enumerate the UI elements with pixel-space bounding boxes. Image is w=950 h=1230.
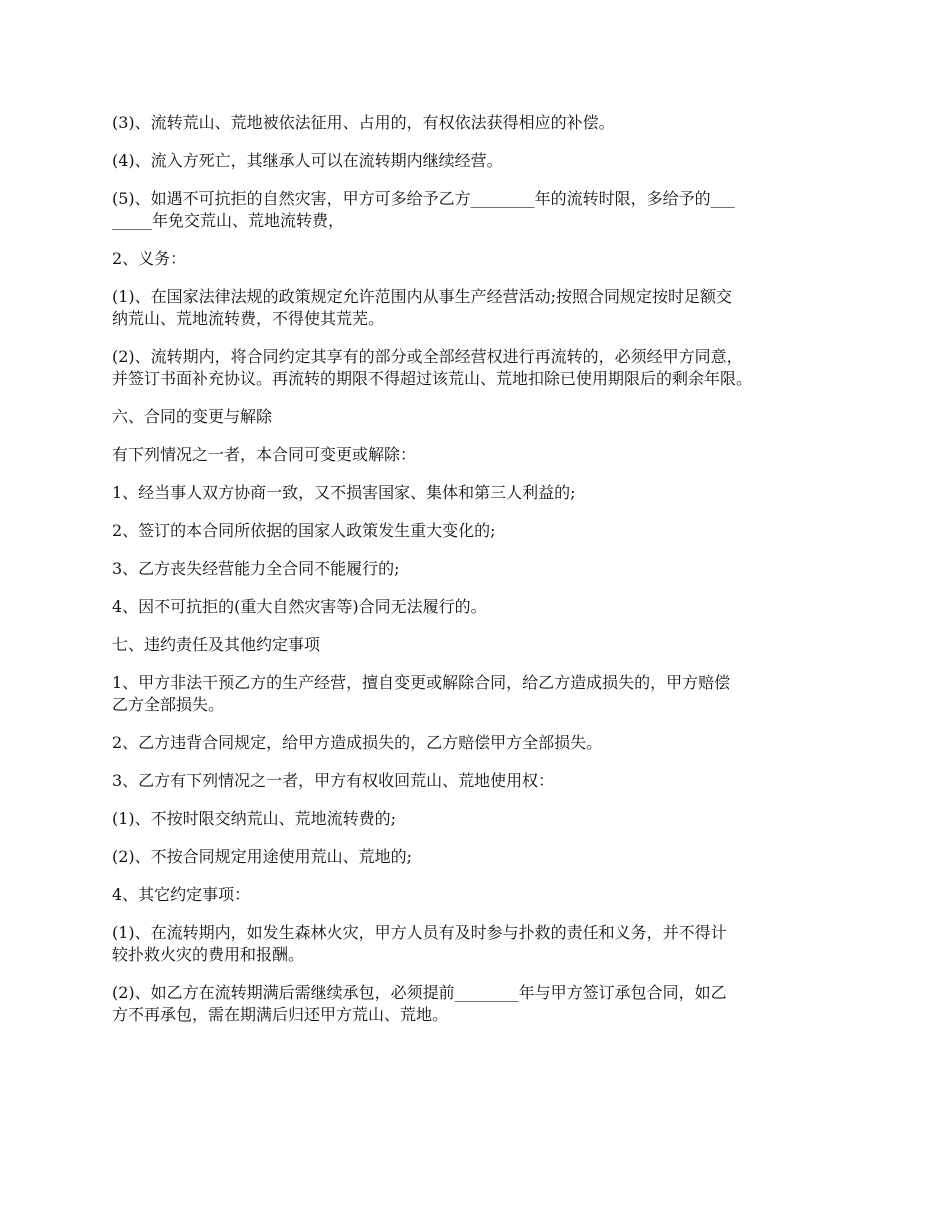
section-7-item-3-sub-2: (2)、不按合同规定用途使用荒山、荒地的;	[112, 847, 413, 866]
section-7-item-4-sub-2: (2)、如乙方在流转期满后需继续承包，必须提前________年与甲方签订承包合同，如乙 方不再承包，需在期满后归还甲方荒山、荒地。	[112, 983, 727, 1024]
section-6-item-3: 3、乙方丧失经营能力全合同不能履行的;	[112, 559, 400, 578]
section-6-item-4: 4、因不可抗拒的(重大自然灾害等)合同无法履行的。	[112, 597, 487, 616]
document-body	[112, 112, 852, 1042]
section-7-item-3-sub-1: (1)、不按时限交纳荒山、荒地流转费的;	[112, 809, 397, 828]
section-7-item-2: 2、乙方违背合同规定，给甲方造成损失的，乙方赔偿甲方全部损失。	[112, 733, 603, 752]
section-7-item-1: 1、甲方非法干预乙方的生产经营，擅自变更或解除合同，给乙方造成损失的，甲方赔偿 乙方全部损失。	[112, 673, 731, 714]
section-7-heading: 七、违约责任及其他约定事项	[112, 635, 321, 654]
section-6-intro: 有下列情况之一者，本合同可变更或解除：	[112, 445, 417, 464]
obligation-1: (1)、在国家法律法规的政策规定允许范围内从事生产经营活动;按照合同规定按时足额交 纳荒山、荒地流转费，不得使其荒芜。	[112, 287, 733, 328]
section-obligations-heading: 2、义务：	[112, 249, 187, 268]
section-7-item-3: 3、乙方有下列情况之一者，甲方有权收回荒山、荒地使用权：	[112, 771, 555, 790]
clause-4-inheritance: (4)、流入方死亡，其继承人可以在流转期内继续经营。	[112, 151, 503, 170]
clause-3-compensation: (3)、流转荒山、荒地被依法征用、占用的，有权依法获得相应的补偿。	[112, 113, 615, 132]
section-7-item-4: 4、其它约定事项：	[112, 885, 251, 904]
obligation-2: (2)、流转期内，将合同约定其享有的部分或全部经营权进行再流转的，必须经甲方同意， 并签订书面补充协议。再流转的期限不得超过该荒山、荒地扣除已使用期限后的剩余年限。	[112, 347, 753, 388]
section-7-item-4-sub-1: (1)、在流转期内，如发生森林火灾，甲方人员有及时参与扑救的责任和义务，并不得计 较扑救火灾的费用和报酬。	[112, 923, 727, 964]
clause-5-natural-disaster: (5)、如遇不可抗拒的自然灾害，甲方可多给予乙方________年的流转时限，多给予的___ _____年免交荒山、荒地流转费，	[112, 189, 735, 230]
section-6-item-1: 1、经当事人双方协商一致，又不损害国家、集体和第三人利益的;	[112, 483, 576, 502]
section-6-item-2: 2、签订的本合同所依据的国家人政策发生重大变化的;	[112, 521, 496, 540]
section-6-heading: 六、合同的变更与解除	[112, 407, 273, 426]
